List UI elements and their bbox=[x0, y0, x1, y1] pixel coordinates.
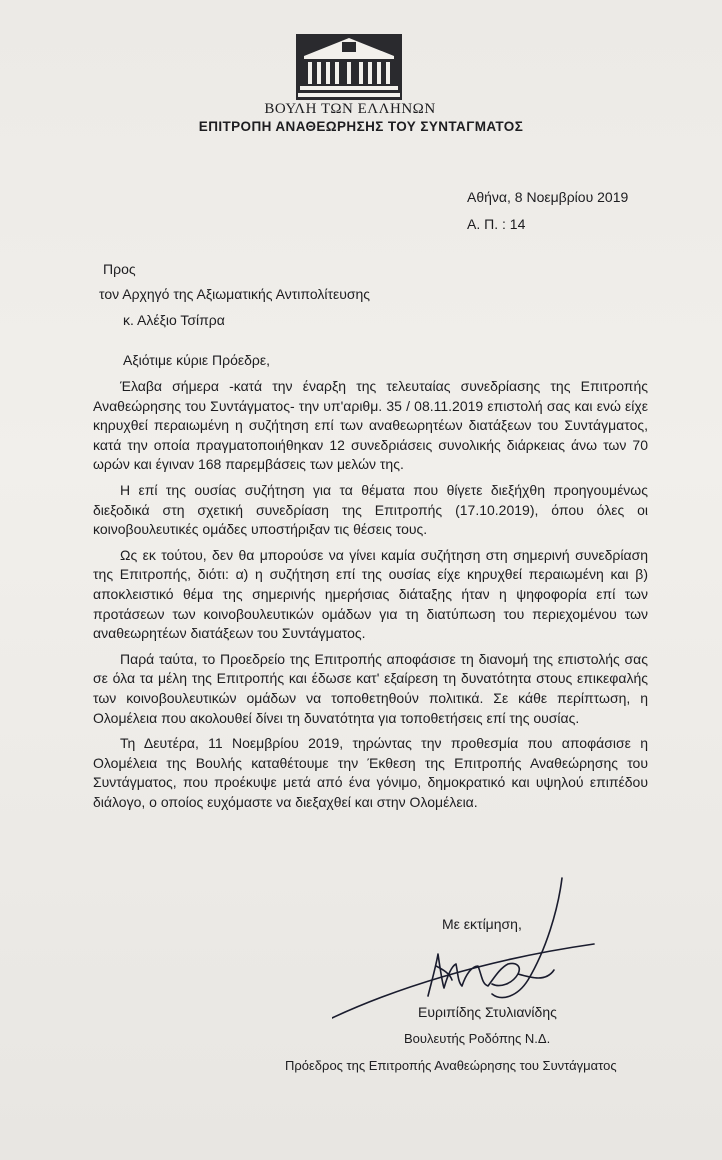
signatory-role: Βουλευτής Ροδόπης Ν.Δ. bbox=[404, 1031, 551, 1046]
letter-body bbox=[93, 377, 648, 818]
signatory-name: Ευριπίδης Στυλιανίδης bbox=[418, 1004, 557, 1020]
signatory-title: Πρόεδρος της Επιτροπής Αναθεώρησης του Συντάγματος bbox=[285, 1058, 617, 1073]
body-paragraph: Έλαβα σήμερα -κατά την έναρξη της τελευταίας συνεδρίασης της Επιτροπής Αναθεώρησης του Συντάγματος- την υπ'αριθμ. 35 / 08.11.2019 επιστολή σας και ενώ είχε κηρυχθεί περαιωμένη η συζήτηση επί των αναθεωρητέων διατάξεων του Συντάγματος, κατά την οποία πραγματοποιήθηκαν 12 συνεδριάσεις συνολικής διάρκειας άνω των 70 ωρών και έγιναν 168 παρεμβάσεις των μελών της. bbox=[93, 378, 648, 473]
body-paragraph: Η επί της ουσίας συζήτηση για τα θέματα που θίγετε διεξήχθη προηγουμένως διεξοδικά στη σχετική συνεδρίαση της Επιτροπής (17.10.2019), όπου όλες οι κοινοβουλευτικές ομάδες υποστήριξαν τις θέσεις τους. bbox=[93, 481, 648, 538]
committee-name: ΕΠΙΤΡΟΠΗ ΑΝΑΘΕΩΡΗΣΗΣ ΤΟΥ ΣΥΝΤΑΓΜΑΤΟΣ bbox=[198, 119, 524, 134]
salutation: Αξιότιμε κύριε Πρόεδρε, bbox=[123, 352, 270, 368]
recipient-name: κ. Αλέξιο Τσίπρα bbox=[123, 312, 225, 328]
closing-greeting: Με εκτίμηση, bbox=[442, 916, 522, 932]
body-paragraph: Ως εκ τούτου, δεν θα μπορούσε να γίνει καμία συζήτηση στη σημερινή συνεδρίαση της Επιτροπής, διότι: α) η συζήτηση επί της ουσίας είχε κηρυχθεί περαιωμένη και β) αποκλειστικό θέμα της σημερινής ημερήσιας διάταξης ήταν η ψηφοφορία επί των προτάσεων των κοινοβουλευτικών ομάδων για τη διατύπωση του περιεχομένου των αναθεωρητέων διατάξεων του Συντάγματος. bbox=[93, 546, 648, 642]
body-paragraph: Παρά ταύτα, το Προεδρείο της Επιτροπής αποφάσισε τη διανομή της επιστολής σας σε όλα τα μέλη της Επιτροπής και έδωσε κατ' εξαίρεση τη δυνατότητα στους επικεφαλής των κοινοβουλευτικών ομάδων να τοποθετηθούν πολιτικά. Σε κάθε περίπτωση, η Ολομέλεια που ακολουθεί δίνει τη δυνατότητα για τοποθετήσεις επί της ουσίας. bbox=[93, 650, 648, 726]
letter-date: Αθήνα, 8 Νοεμβρίου 2019 bbox=[467, 189, 629, 205]
body-paragraph: Τη Δευτέρα, 11 Νοεμβρίου 2019, τηρώντας την προθεσμία που αποφάσισε η Ολομέλεια της Βουλής καταθέτουμε την Έκθεση της Επιτροπής Αναθεώρησης του Συντάγματος, που προέκυψε μετά από ένα γόνιμο, δημοκρατικό και υψηλού επιπέδου διάλογο, ο οποίος ευχόμαστε να διεξαχθεί και στην Ολομέλεια. bbox=[93, 735, 648, 810]
parliament-building-logo bbox=[296, 34, 402, 100]
recipient-title: τον Αρχηγό της Αξιωματικής Αντιπολίτευσης bbox=[99, 286, 371, 302]
protocol-number: Α. Π. : 14 bbox=[467, 216, 526, 232]
parliament-name: ΒΟΥΛΗ ΤΩΝ ΕΛΛΗΝΩΝ bbox=[264, 101, 436, 117]
recipient-to: Προς bbox=[103, 261, 136, 277]
